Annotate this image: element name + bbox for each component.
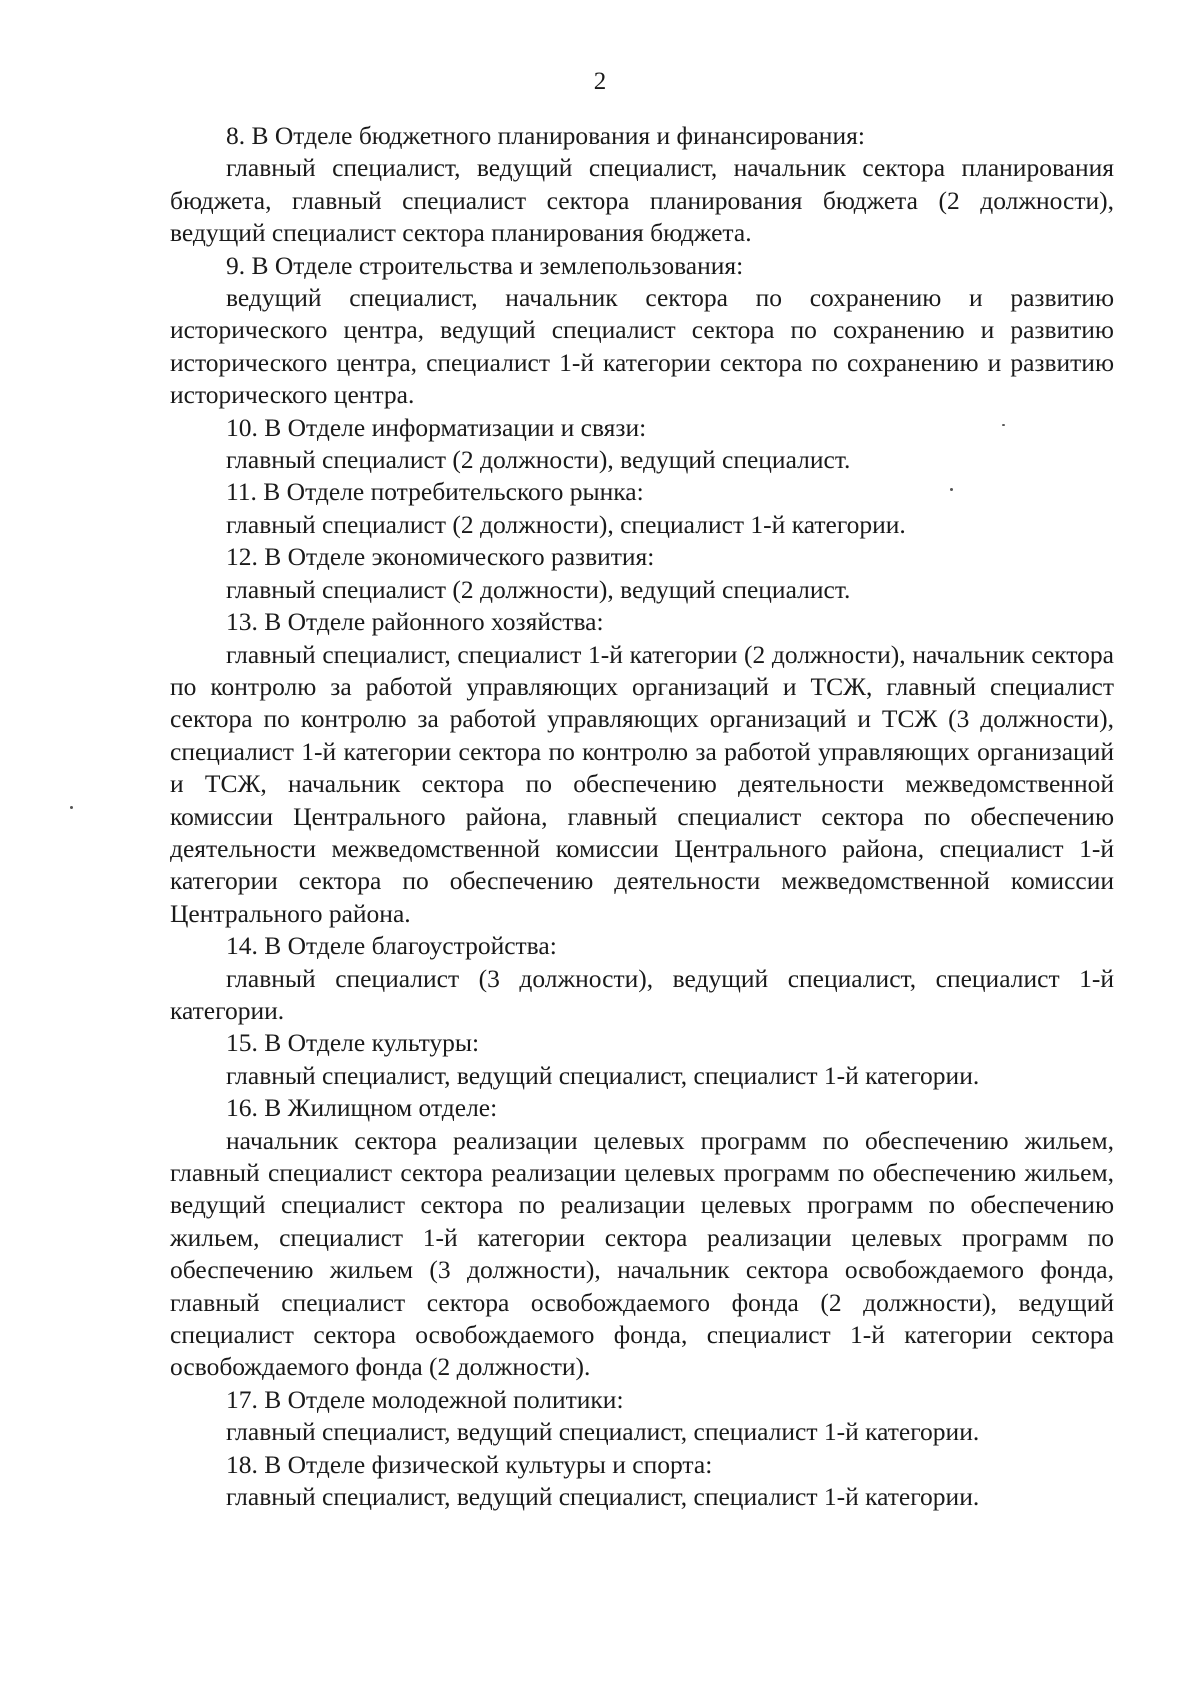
section-body: главный специалист, специалист 1-й категории (2 должности), начальник сектора по контролю за работой управляющих организаций и ТСЖ, главный специалист сектора по контролю за работой управляющих организаций и ТСЖ (3 должности), специалист 1-й категории сектора по контролю за работой управляющих организаций и ТСЖ, начальник сектора по обеспечению деятельности межведомственной комиссии Центрального района, главный специалист сектора по обеспечению деятельности межведомственной комиссии Центрального района, специалист 1-й категории сектора по обеспечению деятельности межведомственной комиссии Центрального района. — [170, 639, 1114, 928]
section-heading: 18. В Отделе физической культуры и спорта: — [226, 1449, 713, 1479]
section-body: главный специалист, ведущий специалист, начальник сектора планирования бюджета, главный специалист сектора планирования бюджета (2 должности), ведущий специалист сектора планирования бюджета. — [170, 153, 1114, 248]
scan-speck — [1002, 424, 1005, 426]
section-item-12 — [170, 541, 1114, 606]
section-body: главный специалист, ведущий специалист, специалист 1-й категории. — [226, 1417, 980, 1447]
section-item-9 — [170, 250, 1114, 412]
scan-speck — [950, 488, 953, 491]
section-body: главный специалист, ведущий специалист, специалист 1-й категории. — [226, 1060, 980, 1090]
scan-speck — [70, 806, 73, 809]
section-item-17 — [170, 1384, 1114, 1449]
section-heading: 16. В Жилищном отделе: — [226, 1093, 498, 1123]
section-body: начальник сектора реализации целевых программ по обеспечению жильем, главный специалист сектора реализации целевых программ по обеспечению жильем, ведущий специалист сектора по реализации целевых программ по обеспечению жильем, специалист 1-й категории сектора реализации целевых программ по обеспечению жильем (3 должности), начальник сектора освобождаемого фонда, главный специалист сектора освобождаемого фонда (2 должности), ведущий специалист сектора освобождаемого фонда, специалист 1-й категории сектора освобождаемого фонда (2 должности). — [170, 1125, 1114, 1382]
section-item-14 — [170, 930, 1114, 1027]
section-body: главный специалист (3 должности), ведущий специалист, специалист 1-й категории. — [170, 963, 1114, 1025]
section-heading: 8. В Отделе бюджетного планирования и финансирования: — [226, 121, 865, 150]
section-heading: 10. В Отделе информатизации и связи: — [226, 412, 647, 442]
section-body: главный специалист (2 должности), ведущий специалист. — [226, 445, 851, 475]
document-body — [170, 120, 1114, 1513]
section-item-18 — [170, 1449, 1114, 1514]
section-heading: 17. В Отделе молодежной политики: — [226, 1384, 624, 1414]
section-body: главный специалист (2 должности), специалист 1-й категории. — [226, 509, 906, 539]
section-body: главный специалист (2 должности), ведущий специалист. — [226, 574, 851, 604]
section-body: главный специалист, ведущий специалист, специалист 1-й категории. — [226, 1482, 980, 1512]
section-heading: 12. В Отделе экономического развития: — [226, 542, 655, 572]
section-heading: 15. В Отделе культуры: — [226, 1028, 480, 1058]
section-heading: 14. В Отделе благоустройства: — [226, 931, 557, 961]
section-heading: 9. В Отделе строительства и землепользования: — [226, 250, 744, 280]
section-body: ведущий специалист, начальник сектора по сохранению и развитию исторического центра, ведущий специалист сектора по сохранению и развитию исторического центра, специалист 1-й категории сектора по сохранению и развитию исторического центра. — [170, 283, 1114, 410]
section-item-11 — [170, 476, 1114, 541]
section-item-8 — [170, 120, 1114, 250]
section-item-16 — [170, 1092, 1114, 1384]
section-item-15 — [170, 1027, 1114, 1092]
section-heading: 13. В Отделе районного хозяйства: — [226, 607, 604, 637]
section-heading: 11. В Отделе потребительского рынка: — [226, 477, 644, 507]
page-number: 2 — [593, 68, 607, 95]
section-item-10 — [170, 412, 1114, 477]
section-item-13 — [170, 606, 1114, 930]
